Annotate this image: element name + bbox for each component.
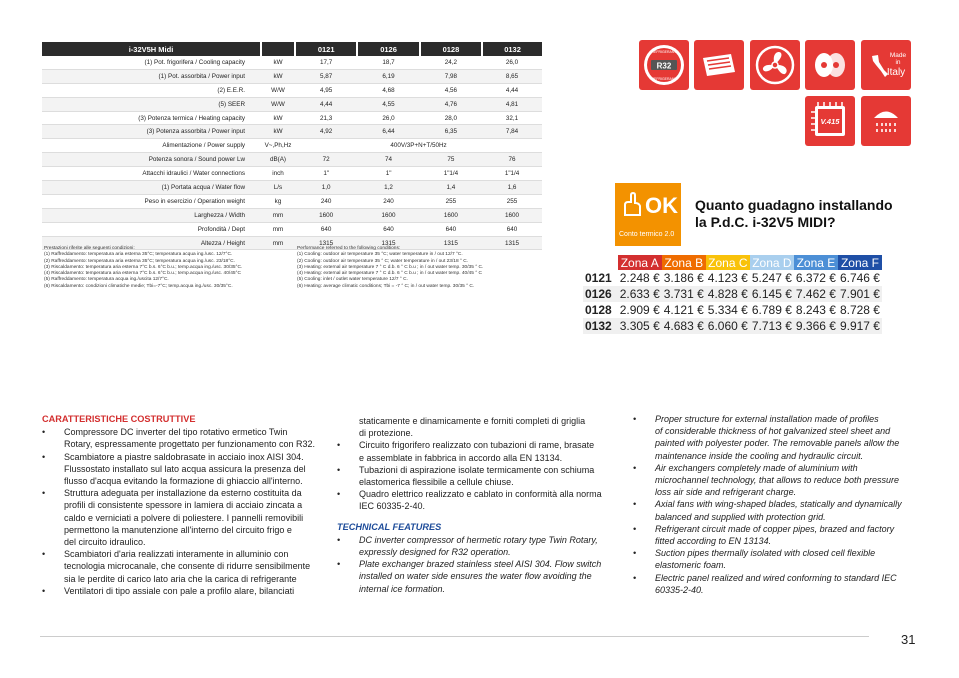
feature-item-continuation: microchannel technology, that allows to reduce both pressure [655,475,899,486]
spec-value: 72 [295,153,357,167]
spec-unit: inch [261,167,295,181]
spec-unit: mm [261,236,295,250]
feature-item-continuation: tecnologia microcanale, che consente di ridurre sensibilmente [64,561,311,572]
spec-value: 640 [420,222,482,236]
v415-badge [805,96,855,146]
spec-value: 7,98 [420,69,482,83]
feature-item-continuation: loss air side and refrigerant charge. [655,487,797,498]
feature-item-continuation: maintenance inside the cooling and hydraulic circuit. [655,450,864,461]
feature-item-continuation: expressly designed for R32 operation. [359,547,511,558]
spec-unit: V~,Ph,Hz [261,139,295,153]
feature-item: • Circuito frigorifero realizzato con tubazioni di rame, brasate [337,439,627,451]
feature-item-continuation: caldo e verniciati a polvere di poliestere. I pannelli removibili [64,512,304,523]
gain-value: 6.789 € [751,303,792,317]
spec-row [42,194,542,208]
note-line: (3) Riscaldamento: temperatura aria esterna 7°C b.s. 6°C b.u.; temp.acqua ing./usc. 30/35°C. [44,264,243,270]
r32-label: R32 [656,61,672,71]
gain-value: 3.305 € [619,319,660,333]
gain-value: 8.728 € [839,303,880,317]
gain-value: 8.243 € [795,303,836,317]
spec-value: 240 [295,194,357,208]
feature-item: • Compressore DC inverter del tipo rotativo ermetico Twin [42,426,327,438]
spec-value: 4,76 [420,97,482,111]
made-in-italy-badge [861,40,911,90]
spec-row [42,111,542,125]
spec-value: 4,44 [295,97,357,111]
gain-model: 0128 [585,303,612,317]
spec-value: 1315 [482,236,542,250]
spec-value: 1600 [482,208,542,222]
zone-header: Zona C [706,255,750,270]
features-english-col3 [633,413,923,596]
note-line: (3) Heating: external air temperature 7 ° C d.b. 6 ° C b.u ; in / out water temp. 30/35 ° C. [297,264,484,270]
feature-item-continuation: staticamente e dinamicamente e forniti completi di griglia [359,416,586,426]
v415-label: V.415 [820,117,840,126]
spec-unit: mm [261,208,295,222]
feature-item: • Scambiatori d'aria realizzati interamente in alluminio con [42,548,327,560]
spec-label: Attacchi idraulici / Water connections [42,167,261,181]
gain-value: 2.909 € [619,303,660,317]
spec-value: 6,19 [357,69,419,83]
spec-value: 28,0 [420,111,482,125]
feature-item-continuation: elastomerica flessibile a cellule chiuse. [359,477,514,488]
feature-item: • Plate exchanger brazed stainless steel AISI 304. Flow switch [337,558,627,570]
feature-item-continuation: IEC 60335-2-40. [359,501,426,512]
note-line: Performance referred to the following conditions: [297,246,401,251]
spec-value: 640 [357,222,419,236]
gain-model: 0121 [585,271,612,285]
spec-unit-header [261,42,295,56]
gain-row [583,318,882,334]
spec-value: 76 [482,153,542,167]
spec-label: Larghezza / Width [42,208,261,222]
feature-item-continuation: sia le perdite di carico lato aria che la carica di refrigerante [64,573,297,584]
spec-row [42,56,542,69]
gain-value: 4.121 € [663,303,704,317]
spec-label: (1) Pot. frigorifera / Cooling capacity [42,56,261,69]
feature-item: • Scambiatore a piastre saldobrasate in acciaio inox AISI 304. [42,451,327,463]
spec-value: 1" [295,167,357,181]
hand-icon [619,191,645,217]
spec-value: 32,1 [482,111,542,125]
spec-label: Profondità / Dept [42,222,261,236]
spec-label: (3) Potenza assorbita / Power input [42,125,261,139]
gain-value: 3.186 € [663,271,704,285]
made-text: Made [889,52,907,59]
feature-item-continuation: fitted according to EN 13134. [655,536,772,547]
spec-row [42,208,542,222]
note-line: (5) Cooling: inlet / outlet water temperature 12/7 ° C. [297,277,408,283]
feature-item-continuation: painted with polyester poder. The removable panels allow the [655,438,900,449]
shower-icon [861,96,911,146]
feature-item: • Proper structure for external installation made of profiles [633,413,923,425]
plate-exchanger-badge [694,40,744,90]
note-line: (6) Riscaldamento: condizioni climatiche medie; Tbi=-7°C; temp.acqua ing./usc. 30/35°C. [44,283,233,289]
gain-value: 6.746 € [839,271,880,285]
spec-row [42,139,542,153]
spec-row [42,69,542,83]
spec-value: 6,35 [420,125,482,139]
spec-row [42,83,542,97]
spec-value: 26,0 [357,111,419,125]
spec-row [42,222,542,236]
feature-item-continuation: permettono la manutenzione all'interno del circuito frigo e [64,524,292,535]
page-number: 31 [901,632,916,647]
zone-gains-body [583,270,882,334]
spec-unit: L/s [261,181,295,195]
footer-divider [40,636,869,637]
spec-value: 4,92 [295,125,357,139]
spec-unit: kW [261,111,295,125]
spec-label: (5) SEER [42,97,261,111]
spec-value: 4,95 [295,83,357,97]
feature-item: • Refrigerant circuit made of copper pipes, brazed and factory [633,523,923,535]
gain-title [695,197,893,231]
spec-col-header: 0128 [420,42,482,56]
gain-row [583,286,882,302]
spec-col-header: 0132 [482,42,542,56]
feature-item: • DC inverter compressor of hermetic rotary type Twin Rotary, [337,534,627,546]
spec-value: 640 [295,222,357,236]
note-line: (4) Heating: external air temperature 7 ° C d.b. 6 ° C b.u ; in / out water temp. 40/45 ° C [297,271,482,277]
spec-value: 1315 [420,236,482,250]
spec-unit: W/W [261,83,295,97]
gain-title-line2: la P.d.C. i-32V5 MIDI? [695,214,836,230]
spec-row [42,97,542,111]
notes-english [297,246,483,290]
spec-value: 255 [420,194,482,208]
gain-value: 7.713 € [751,319,792,333]
feature-item: • Tubazioni di aspirazione isolate termicamente con schiuma [337,464,627,476]
ok-text: OK [645,193,678,218]
spec-value: 1"1/4 [482,167,542,181]
gain-model: 0126 [583,286,618,302]
spec-value: 4,68 [357,83,419,97]
spec-row [42,181,542,195]
zone-corner [583,255,618,270]
italian-feature-list [42,426,327,597]
spec-value: 1600 [420,208,482,222]
spec-unit: kW [261,69,295,83]
note-line: Prestazioni riferite alle seguenti condizioni: [44,246,135,251]
features-italian-col1 [42,413,327,597]
gain-value: 7.462 € [795,287,836,301]
spec-value: 1,0 [295,181,357,195]
compressor-icon [805,40,855,90]
feature-item-continuation: del circuito idraulico. [64,537,146,548]
spec-table [42,42,542,250]
feature-item: • Suction pipes thermally isolated with closed cell flexible [633,547,923,559]
feature-item-continuation: e assemblate in fabbrica in accordo alla EN 13134. [359,452,563,463]
hot-water-badge [861,96,911,146]
gain-value: 4.683 € [663,319,704,333]
feature-item-continuation: Rotary, espressamente progettato per funzionamento con R32. [64,439,315,450]
spec-value: 240 [357,194,419,208]
spec-unit: W/W [261,97,295,111]
ok-caption: Conto termico 2.0 [619,231,675,238]
spec-row [42,153,542,167]
r32-icon [639,40,689,90]
spec-row [42,167,542,181]
zone-header: Zona B [662,255,706,270]
spec-label: (1) Pot. assorbita / Power input [42,69,261,83]
spec-value: 8,65 [482,69,542,83]
spec-col-header: 0121 [295,42,357,56]
gain-value: 6.145 € [751,287,792,301]
zone-header-row [583,255,882,270]
feature-item: • Electric panel realized and wired conforming to standard IEC [633,572,923,584]
note-line: (2) Cooling: outdoor air temperature 35 ° C; water temperature in / out 23/18 ° C. [297,258,469,264]
spec-value: 1315 [295,236,357,250]
spec-value: 26,0 [482,56,542,69]
spec-value: 400V/3P+N+T/50Hz [295,139,542,153]
feature-item: • Ventilatori di tipo assiale con pale a profilo alare, bilanciati [42,585,327,597]
italian-feature-list-cont [337,415,627,513]
gain-value: 9.917 € [839,319,880,333]
spec-value: 4,44 [482,83,542,97]
spec-value: 1600 [295,208,357,222]
feature-item: • Axial fans with wing-shaped blades, statically and dynamically [633,498,923,510]
gain-value: 4.828 € [707,287,748,301]
note-line: (1) Cooling: outdoor air temperature 35 °C; water temperature in / out 12/7 °C. [297,252,463,258]
spec-value: 5,87 [295,69,357,83]
zone-gains-table [583,255,882,334]
feature-item-continuation: internal ice formation. [359,583,446,594]
spec-label: (3) Potenza termica / Heating capacity [42,111,261,125]
feature-item-continuation: flusso d'acqua evitando la formazione di ghiaccio all'interno. [64,476,303,487]
zone-header: Zona D [750,255,794,270]
compressor-badge [805,40,855,90]
fan-badge [750,40,800,90]
spec-unit: kW [261,125,295,139]
spec-table-body [42,56,542,250]
fan-icon [750,40,800,90]
feature-item-continuation: Flussostato installato sul lato acqua assicura la presenza del [64,463,306,474]
note-line: (5) Raffreddamento: temperatura acqua ing./uscita 12/7°C. [44,277,169,283]
spec-value: 24,2 [420,56,482,69]
gain-value: 2.248 € [619,271,660,285]
spec-label: Potenza sonora / Sound power Lw [42,153,261,167]
note-line: (2) Raffreddamento: temperatura aria esterna 35°C; temperatura acqua ing./usc. 23/18°C. [44,258,235,264]
spec-value: 1315 [357,236,419,250]
gain-row [583,270,882,286]
feature-item: • Struttura adeguata per installazione da esterno costituita da [42,487,327,499]
note-line: (4) Riscaldamento: temperatura aria esterna 7°C b.s. 6°C b.u.; temp.acqua ing./usc. 40/45°C [44,271,241,277]
spec-value: 18,7 [357,56,419,69]
spec-unit: mm [261,222,295,236]
spec-value: 1" [357,167,419,181]
spec-label: (2) E.E.R. [42,83,261,97]
spec-row [42,125,542,139]
zone-header: Zona E [794,255,838,270]
feature-item-continuation: of considerable thickness of hot galvanized steel sheet and [655,426,891,437]
in-text: in [895,59,901,66]
spec-value: 7,84 [482,125,542,139]
spec-unit: kW [261,56,295,69]
gain-value: 4.123 € [707,271,748,285]
feature-item-continuation: elastomeric foam. [655,560,727,571]
spec-value: 6,44 [357,125,419,139]
chip-icon [805,96,855,146]
feature-item-continuation: profili di consistente spessore in lamiera di acciaio zincata a [64,500,303,511]
spec-unit: kg [261,194,295,208]
spec-value: 1600 [357,208,419,222]
italy-map-icon [861,40,911,90]
zone-header: Zona A [618,255,662,270]
spec-value: 640 [482,222,542,236]
zone-header: Zona F [838,255,882,270]
feature-item-continuation: 60335-2-40. [655,584,704,595]
r32-top-text: REFRIGERANT [651,50,677,54]
gain-value: 7.901 € [839,287,880,301]
spec-unit: dB(A) [261,153,295,167]
spec-model-name: i-32V5H Midi [42,42,261,56]
spec-value: 4,81 [482,97,542,111]
spec-header-row [42,42,542,56]
spec-value: 21,3 [295,111,357,125]
spec-value: 1"1/4 [420,167,482,181]
spec-value: 75 [420,153,482,167]
caratteristiche-heading: CARATTERISTICHE COSTRUTTIVE [42,414,196,424]
spec-value: 17,7 [295,56,357,69]
technical-heading: TECHNICAL FEATURES [337,521,442,532]
gain-value: 6.372 € [795,271,836,285]
feature-item: • Quadro elettrico realizzato e cablato in conformità alla norma [337,488,627,500]
spec-label: (1) Portata acqua / Water flow [42,181,261,195]
spec-label: Altezza / Height [42,236,261,250]
technical-feature-list [337,534,627,595]
plate-exchanger-icon [694,40,744,90]
conto-termico-badge [615,183,681,246]
r32-refrigerant-badge [639,40,689,90]
feature-item-continuation: balanced and supplied with protection grid. [655,511,826,522]
spec-value: 4,55 [357,97,419,111]
gain-value: 9.366 € [795,319,836,333]
features-col2 [337,415,627,595]
note-line: (6) Heating: average climatic conditions; Tbi = -7 ° C; in / out water temp. 30/35 ° C. [297,283,475,289]
gain-value: 6.060 € [707,319,748,333]
notes-italian [44,246,242,290]
gain-value: 3.731 € [663,287,704,301]
spec-col-header: 0126 [357,42,419,56]
feature-item-continuation: installed on water side ensures the water flow avoiding the [359,571,592,582]
feature-item-continuation: di protezione. [359,428,414,439]
gain-value: 5.334 € [707,303,748,317]
gain-model: 0132 [583,318,618,334]
gain-value: 2.633 € [619,287,660,301]
gain-row [583,302,882,318]
italy-text: Italy [886,67,906,78]
gain-title-line1: Quanto guadagno installando [695,197,893,213]
spec-label: Alimentazione / Power supply [42,139,261,153]
spec-value: 4,56 [420,83,482,97]
r32-bottom-text: REFRIGERANT [651,77,677,81]
spec-value: 1,4 [420,181,482,195]
feature-item: • Air exchangers completely made of aluminium with [633,462,923,474]
technical-feature-list-cont [633,413,923,596]
spec-value: 255 [482,194,542,208]
spec-value: 1,2 [357,181,419,195]
note-line: (1) Raffreddamento: temperatura aria esterna 35°C; temperatura acqua ing./usc. 12/7°C. [44,252,233,258]
spec-value: 74 [357,153,419,167]
spec-value: 1,6 [482,181,542,195]
gain-value: 5.247 € [751,271,792,285]
spec-label: Peso in esercizio / Operation weight [42,194,261,208]
